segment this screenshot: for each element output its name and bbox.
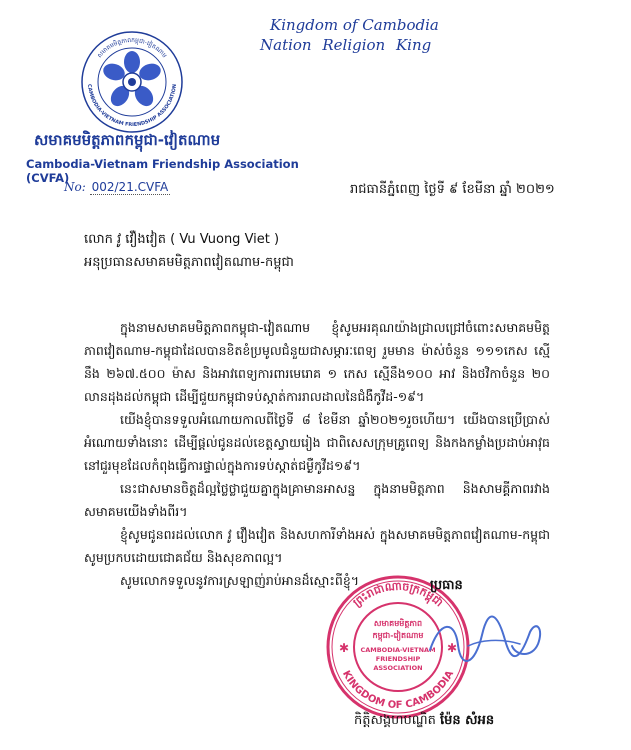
cvfa-logo (80, 30, 184, 134)
reference-number (64, 180, 170, 194)
reference-label: No: (64, 180, 86, 194)
signer-name: ម៉ែន សំអន (440, 713, 495, 728)
stamp-inner-en-2: FRIENDSHIP (375, 655, 421, 663)
letter-date: រាជធានីភ្នំពេញ ថ្ងៃទី ៩ ខែមីនា ឆ្នាំ ២០២១ (350, 182, 555, 197)
closing-role-text: ប្រធាន (430, 578, 463, 593)
stamp-top-text: ព្រះរាជាណាចក្រកម្ពុជា (350, 579, 446, 610)
stamp-star-right-icon: ✱ (447, 641, 458, 655)
motto-line-2: Nation Religion King (260, 36, 432, 54)
logo-en-text: CAMBODIA-VIETNAM FRIENDSHIP ASSOCIATION (86, 83, 178, 129)
stamp-bottom-text: KINGDOM OF CAMBODIA (339, 668, 457, 712)
body-paragraph-2: យើងខ្ញុំបានទទួលអំណោយកាលពីថ្ងៃទី ៨ ខែមីនា ឆ្នាំ២០២១រួចហើយ។ យើងបានប្រើប្រាស់អំណោយទាំងនោះ ដើម្បីផ្តល់ជូនដល់ខេត្តស្វាយរៀង ជាពិសេសក្រុមគ្រូពេទ្យ និងកងកម្លាំងប្រដាប់អាវុធនៅជួរមុខដែលកំពុងធ្វើការផ្ទាល់ក្នុងការទប់ស្កាត់ជម្ងឺកូវីដ១៩។ (84, 412, 550, 473)
letter-body (84, 316, 550, 592)
stamp-star-left-icon: ✱ (339, 641, 350, 655)
body-paragraph-1: ក្នុងនាមសមាគមមិត្តភាពកម្ពុជា-វៀតណាម ខ្ញុំសូមអរគុណយ៉ាងជ្រាលជ្រៅចំពោះសមាគមមិត្តភាពវៀតណាម-កម្ពុជាដែលបានខិតខំប្រមូលជំនួយជាសម្ភារៈពេទ្យ រួមមាន ម៉ាស់ចំនួន ១១១កេស ស្មើនឹង ២៦៧.៥០០ ម៉ាស និងអាវពេទ្យការពារមេរោគ ១ កេស ស្មើនឹង១០០ អាវ និងថវិកាចំនួន ២០ លានដុងដល់កម្ពុជា ដើម្បីជួយកម្ពុជាទប់ស្កាត់ការរាលដាលនៃជំងឺកូវីដ-១៩។ (84, 320, 550, 404)
body-paragraph-3: នេះជាសមានចិត្តដ៏ល្អថ្លៃថ្លាជួយគ្នាក្នុងគ្រាមានអាសន្ន ក្នុងនាមមិត្តភាព និងសាមគ្គីភាពរវាងសមាគមយើងទាំងពីរ។ (84, 481, 550, 519)
body-paragraph-4: ខ្ញុំសូមជូនពរដល់លោក វូ វឿងវៀត និងសហការីទាំងអស់ ក្នុងសមាគមមិត្តភាពវៀតណាម-កម្ពុជាសូមប្រកបដោយជោគជ័យ និងសុខភាពល្អ។ (84, 527, 550, 565)
body-paragraph-5: សូមលោកទទួលនូវការស្រឡាញ់រាប់អានដ៏ស្មោះពីខ្ញុំ។ (120, 573, 360, 588)
stamp-inner-kh-1: សមាគមមិត្តភាព (373, 619, 423, 628)
stamp-inner-en-1: CAMBODIA-VIETNAM (360, 646, 436, 654)
recipient-name: លោក វូ វឿងវៀត ( Vu Vuong Viet ) (84, 232, 280, 247)
stamp-inner-kh-2: កម្ពុជា-វៀតណាម (372, 631, 424, 640)
signature-icon (420, 610, 560, 670)
recipient-title: អនុប្រធានសមាគមមិត្តភាពវៀតណាម-កម្ពុជា (84, 255, 294, 270)
logo-kh-text: សមាគមមិត្តភាពកម្ពុជា-វៀតណាម (96, 36, 168, 60)
organization-name-en: Cambodia-Vietnam Friendship Association (CVFA) (26, 157, 299, 185)
closing-role (430, 577, 463, 596)
organization-name-kh: សមាគមមិត្តភាពកម្ពុជា-វៀតណាម (34, 131, 221, 149)
motto-line-1: Kingdom of Cambodia (270, 16, 439, 34)
signer-prefix: កិត្តិសង្គហបណ្ឌិត (354, 713, 436, 728)
reference-value: 002/21.CVFA (91, 180, 169, 194)
stamp-inner-en-3: ASSOCIATION (373, 664, 423, 672)
signer (354, 712, 494, 731)
